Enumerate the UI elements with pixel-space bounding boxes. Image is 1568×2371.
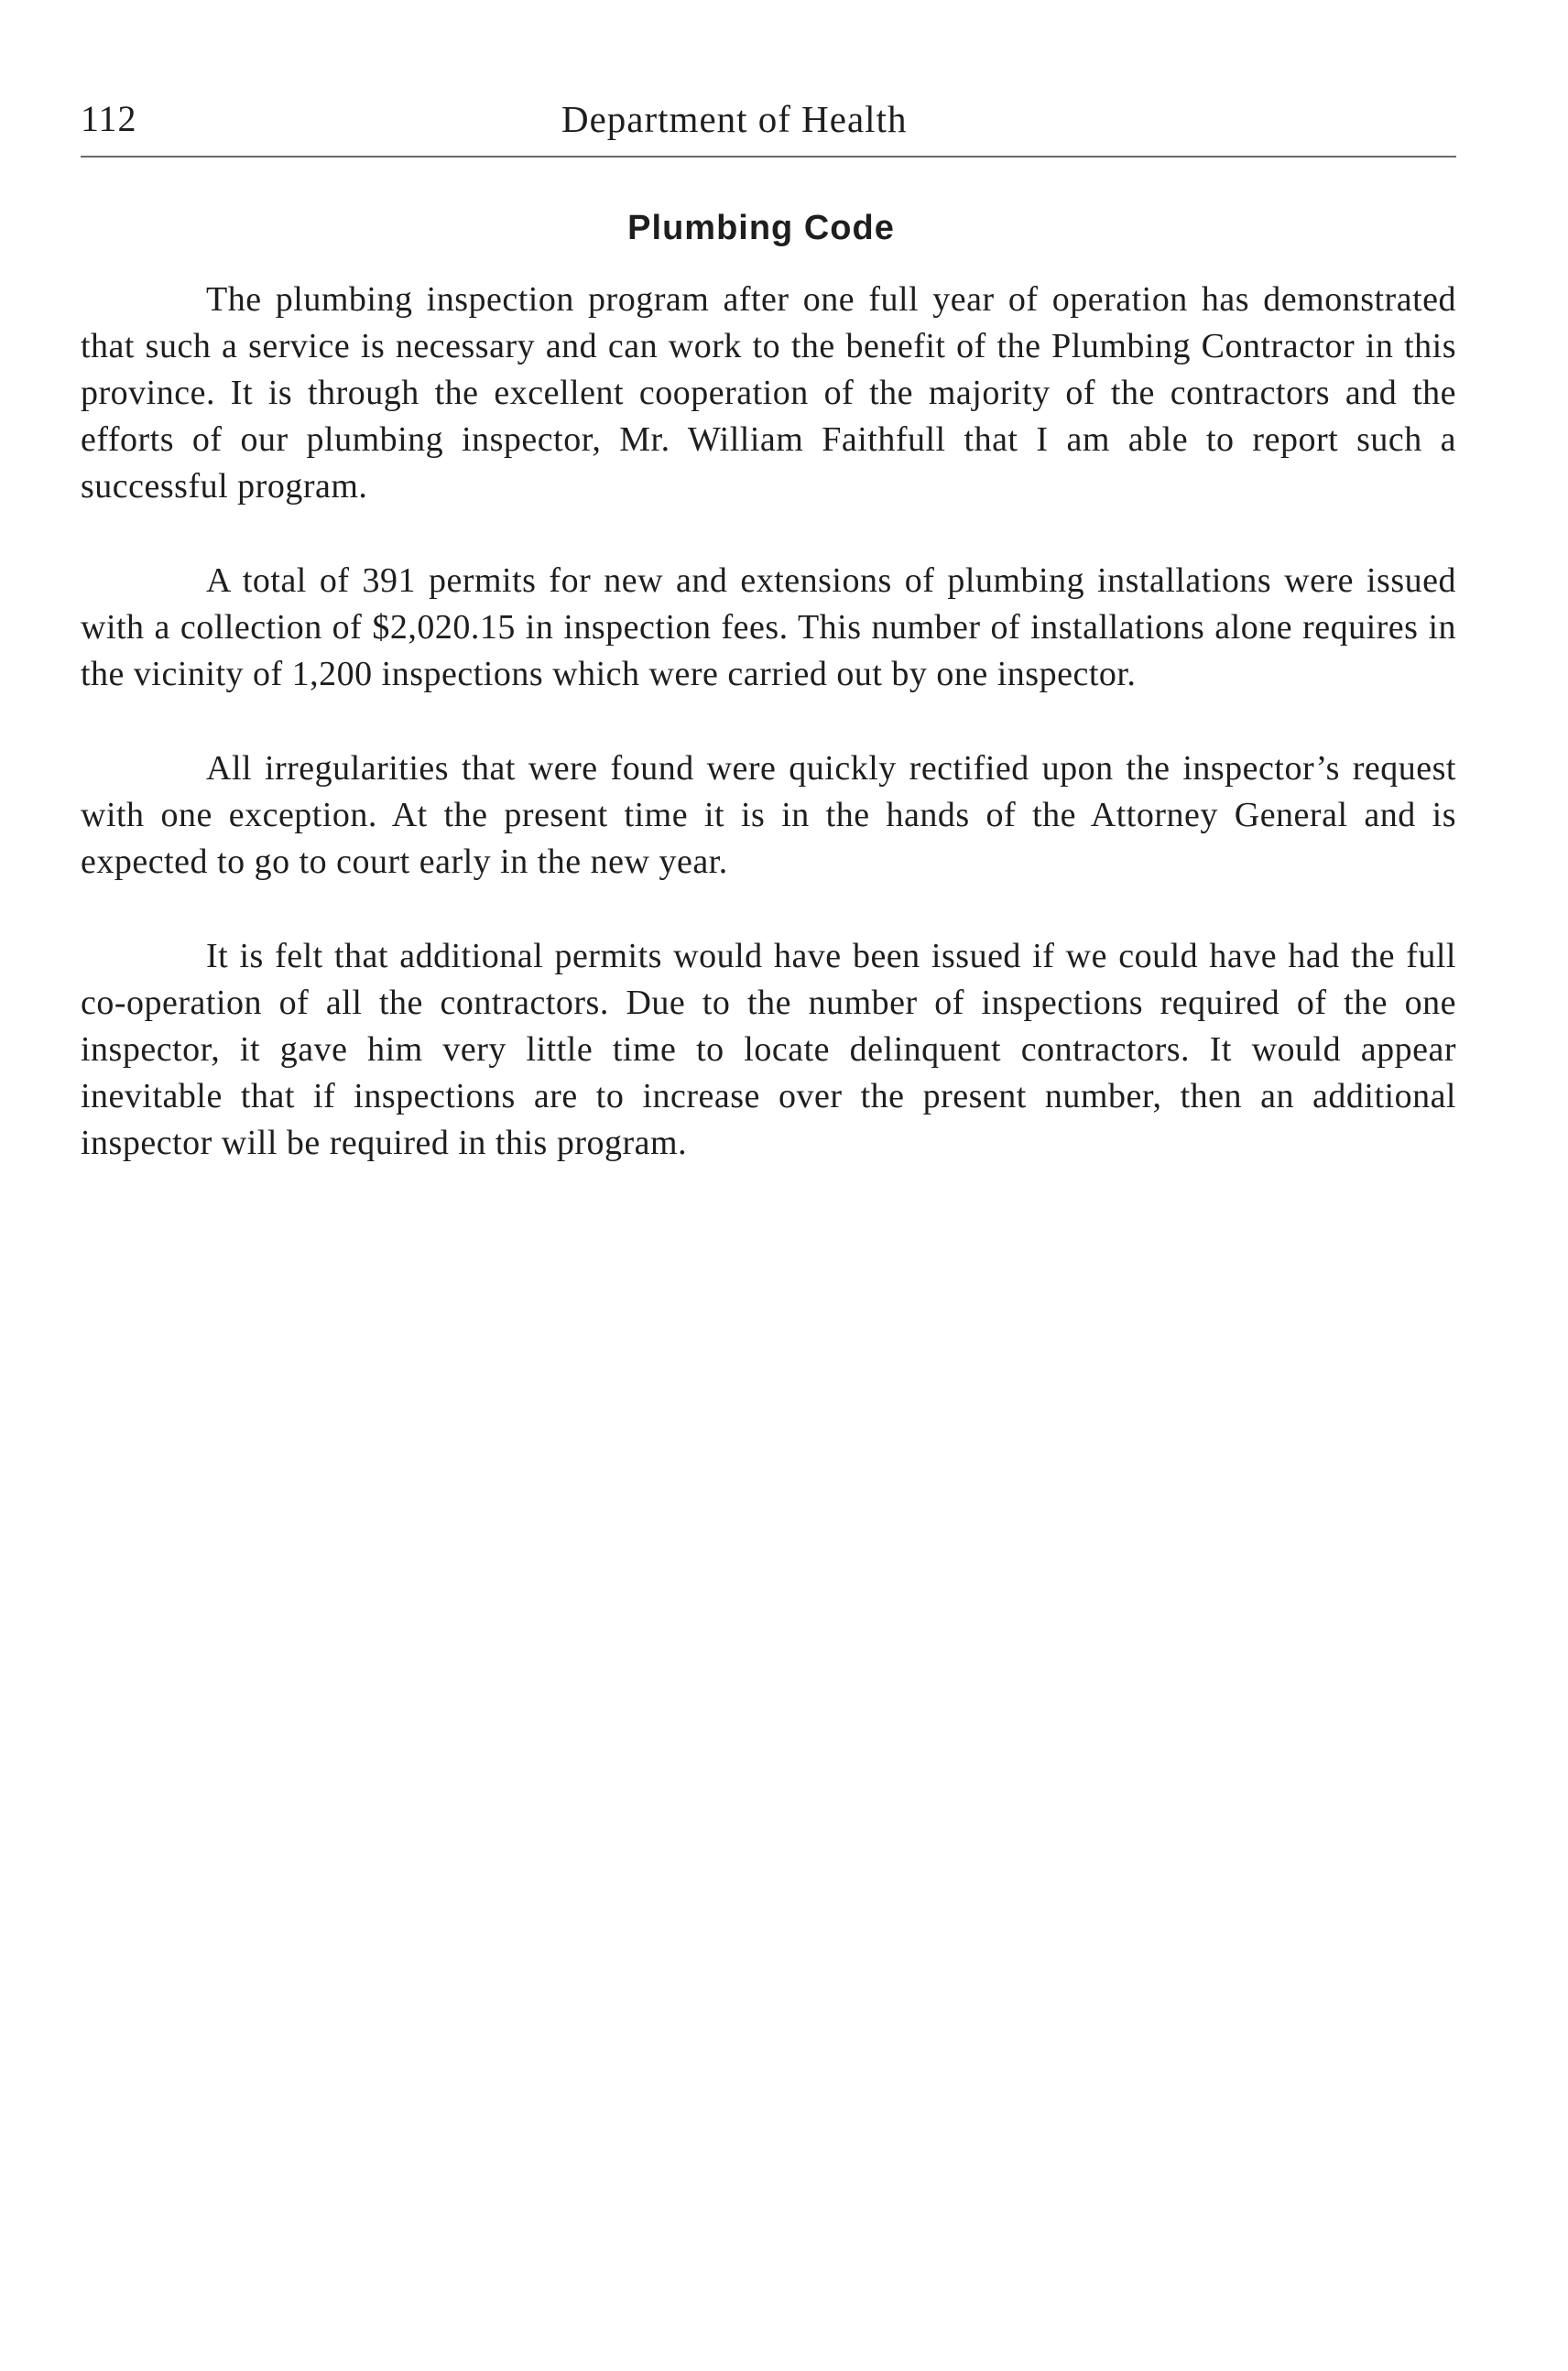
page-number: 112 <box>81 98 137 139</box>
body-text <box>81 277 1456 1214</box>
header-rule <box>81 156 1456 158</box>
paragraph-additional-permits: It is felt that additional permits would have been issued if we could have had the full co-operation of all the contractors. Due to the number of inspections required of the one inspector, it gave him very little time to locate delinquent contractors. It would appear inevitable that if inspections are to increase over the present number, then an additional inspector will be required in this program. <box>81 937 1456 1162</box>
paragraph-permits-issued: A total of 391 permits for new and extensions of plumbing installations were issued with a collection of $2,020.15 in inspection fees. This number of installations alone requires in the vicinity of 1,200 inspections which were carried out by one inspector. <box>81 561 1456 693</box>
paragraph-inspection-program: The plumbing inspection program after one full year of operation has demonstrated that such a service is necessary and can work to the benefit of the Plumbing Contractor in this province. It is through the excellent cooperation of the majority of the contractors and the efforts of our plumbing inspector, Mr. William Faithfull that I am able to report such a successful program. <box>81 280 1456 506</box>
running-title: Department of Health <box>561 98 908 140</box>
running-head <box>81 92 1456 147</box>
paragraph-irregularities: All irregularities that were found were quickly rectified upon the inspector’s request with one exception. At the present time it is in the hands of the Attorney General and is expected to go to court early in the new year. <box>81 749 1456 881</box>
section-heading: Plumbing Code <box>627 209 895 247</box>
